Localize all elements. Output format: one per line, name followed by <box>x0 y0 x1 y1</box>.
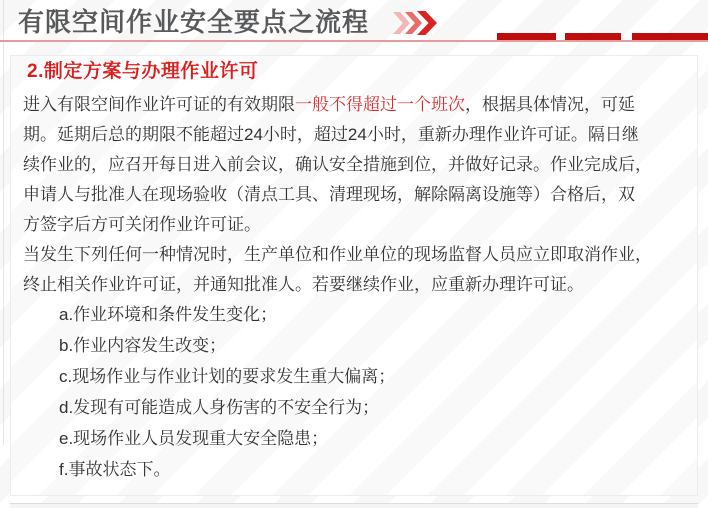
content-panel <box>10 55 698 496</box>
highlighted-text: 一般不得超过一个班次 <box>295 95 465 114</box>
slide-left-edge <box>3 0 4 445</box>
next-panel-top-edge <box>10 503 698 508</box>
header-accent-bar <box>632 33 708 40</box>
list-item: e.现场作业人员发现重大安全隐患； <box>59 429 329 448</box>
body-line-text: 进入有限空间作业许可证的有效期限 <box>23 95 295 114</box>
body-line: 方签字后方可关闭作业许可证。 <box>23 215 261 234</box>
page-title: 有限空间作业安全要点之流程 <box>18 7 370 37</box>
condition-list <box>59 299 395 485</box>
body-line: 申请人与批准人在现场验收（清点工具、清理现场，解除隔离设施等）合格后，双 <box>23 185 635 204</box>
body-line <box>23 90 691 120</box>
body-line-text: ，根据具体情况，可延 <box>465 95 635 114</box>
body-line: 续作业的，应召开每日进入前会议，确认安全措施到位，并做好记录。作业完成后， <box>23 155 652 174</box>
body-line: 期。延期后总的期限不能超过24小时，超过24小时，重新办理作业许可证。隔日继 <box>23 125 639 144</box>
body-line: 终止相关作业许可证，并通知批准人。若要继续作业，应重新办理许可证。 <box>23 275 584 294</box>
triple-chevron-right-icon <box>393 11 432 35</box>
list-item: c.现场作业与作业计划的要求发生重大偏离； <box>59 367 396 386</box>
list-item: a.作业环境和条件发生变化； <box>59 305 278 324</box>
header-underline <box>0 40 708 42</box>
section-heading: 2.制定方案与办理作业许可 <box>27 61 259 82</box>
body-line: 当发生下列任何一种情况时，生产单位和作业单位的现场监督人员应立即取消作业， <box>23 245 652 264</box>
body-paragraphs <box>23 90 691 300</box>
list-item: b.作业内容发生改变； <box>59 336 227 355</box>
list-item: d.发现有可能造成人身伤害的不安全行为； <box>59 398 380 417</box>
header-accent-bar <box>497 33 556 40</box>
chevron-right-icon <box>393 12 410 34</box>
list-item: f.事故状态下。 <box>59 460 171 479</box>
header-accent-bar <box>565 33 621 40</box>
